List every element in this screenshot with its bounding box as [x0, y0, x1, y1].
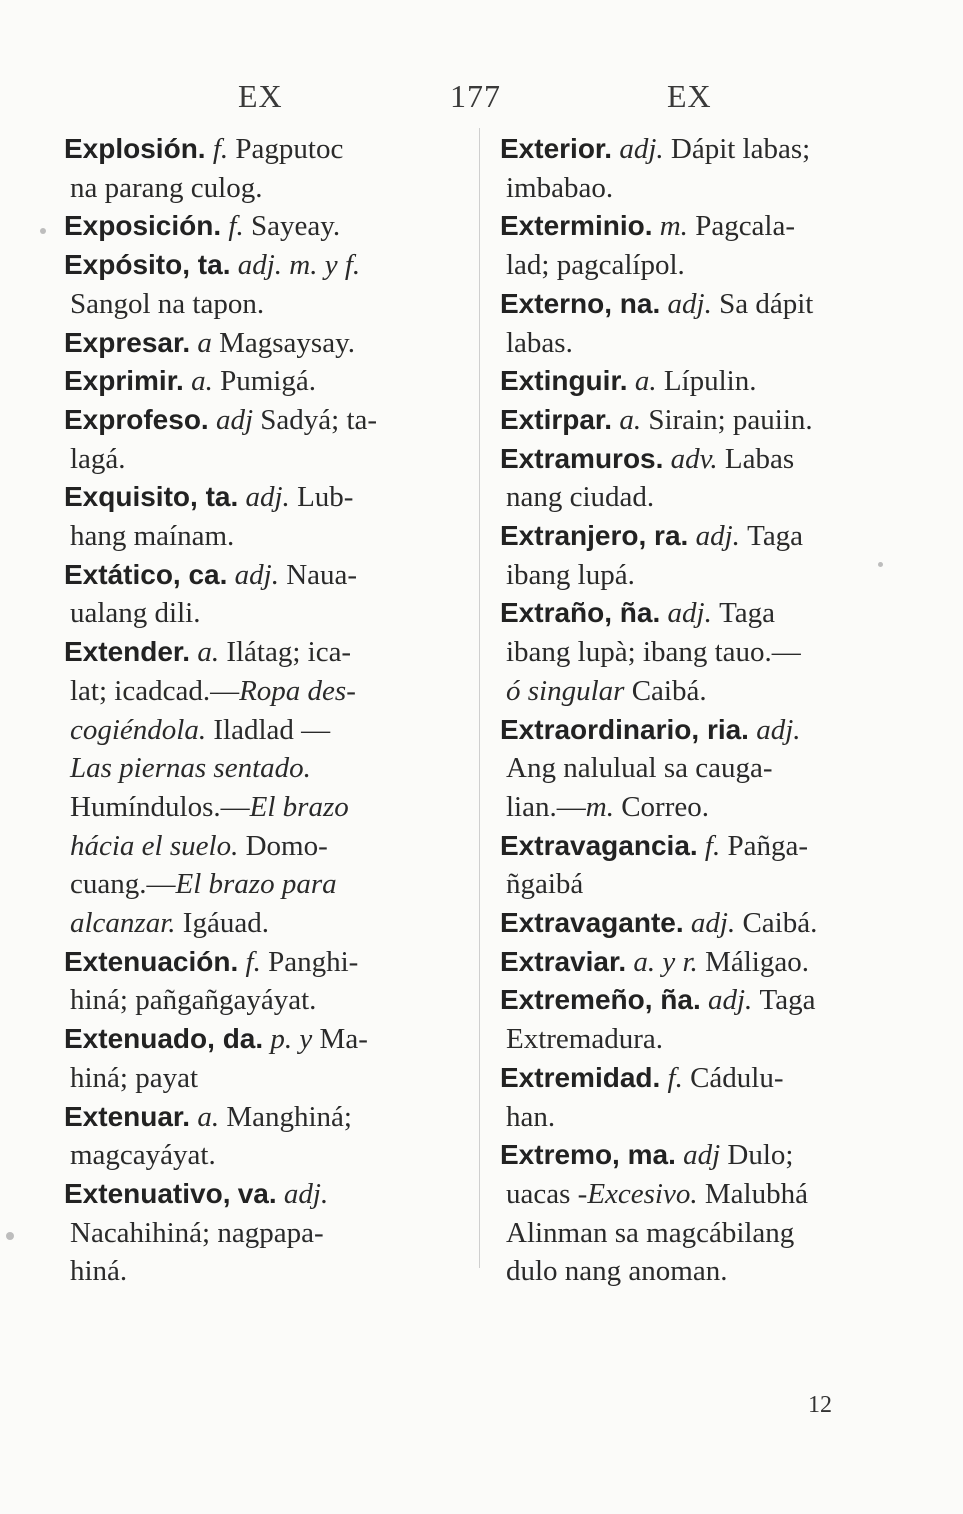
entry-continuation-line [500, 672, 900, 711]
grammar-label: hácia el suelo. [70, 829, 239, 862]
entry-first-line [64, 362, 460, 401]
definition-text: Sirain; pauiin. [648, 403, 813, 436]
definition-text: lagá. [70, 442, 126, 475]
headword: Extremeño, ña. [500, 984, 701, 1016]
headword: Extinguir. [500, 365, 628, 397]
grammar-label: adj. [227, 558, 287, 591]
dictionary-entry [64, 401, 460, 478]
definition-text: dulo nang anoman. [506, 1255, 728, 1288]
entry-continuation-line [64, 1136, 460, 1175]
dictionary-entry [64, 207, 460, 246]
left-column [64, 130, 460, 1291]
headword: Extático, ca. [64, 558, 228, 590]
headword: Extranjero, ra. [500, 520, 689, 552]
definition-text: ibang lupà; ibang tauo.— [506, 636, 801, 669]
definition-text: Pagputoc [235, 133, 344, 165]
headword: Expósito, ta. [64, 249, 231, 281]
grammar-label: a. y r. [626, 945, 706, 978]
entry-first-line [500, 207, 900, 246]
dictionary-entry [500, 207, 900, 284]
definition-text: ñgaibá [506, 868, 584, 901]
entry-first-line [500, 594, 900, 633]
definition-text: Ilátag; ica- [226, 636, 352, 669]
dictionary-entry [500, 711, 900, 827]
definition-text: Dulo; [727, 1139, 794, 1172]
definition-text: Lub- [297, 481, 354, 514]
grammar-label: Ropa des- [239, 674, 356, 707]
headword: Extenuación. [64, 945, 239, 977]
entry-first-line [500, 711, 900, 750]
definition-text: Sayeay. [250, 210, 341, 243]
definition-text: Nacahihiná; nagpapa- [70, 1216, 324, 1249]
headword: Extirpar. [500, 403, 613, 435]
signature-mark: 12 [808, 1392, 832, 1418]
entry-continuation-line [500, 1252, 900, 1291]
headword: Extenuado, da. [64, 1023, 264, 1055]
dictionary-entry [500, 981, 900, 1058]
grammar-label: f. [660, 1061, 691, 1094]
definition-text: uacas - [506, 1177, 588, 1210]
entry-continuation-line [500, 478, 900, 517]
running-head-left: EX [238, 78, 283, 114]
definition-text: Máligao. [705, 945, 809, 978]
entry-continuation-line [500, 324, 900, 363]
definition-text: lat; icadcad.— [70, 674, 240, 707]
definition-text [230, 1178, 237, 1210]
definition-text: hiná. [70, 1255, 128, 1288]
definition-text: Igáuad. [175, 907, 269, 940]
entry-first-line [500, 401, 900, 440]
entry-first-line [64, 1175, 460, 1214]
headword: Extremidad. [500, 1061, 661, 1093]
headword: Extramuros. [500, 442, 664, 474]
entry-first-line [64, 401, 460, 440]
scan-speck [878, 562, 883, 567]
entry-first-line [64, 633, 460, 672]
definition-text: Malubhá [697, 1177, 808, 1210]
headword: Extenuativo, [64, 1177, 231, 1209]
scan-speck [40, 228, 46, 234]
grammar-label: f. [697, 829, 728, 862]
grammar-label: f. [221, 210, 251, 243]
dictionary-entry [64, 478, 460, 555]
dictionary-entry [64, 324, 460, 363]
entry-first-line [500, 827, 900, 866]
dictionary-entry [64, 556, 460, 633]
definition-text: Pumigá. [220, 365, 316, 398]
grammar-label: a [190, 326, 220, 359]
grammar-label: alcanzar. [70, 907, 176, 940]
definition-text: hiná; pañgañgayáyat. [70, 984, 317, 1017]
grammar-label: El brazo para [175, 868, 337, 901]
definition-text: Domo- [238, 829, 328, 862]
entry-continuation-line [64, 1252, 460, 1291]
entry-continuation-line [500, 1020, 900, 1059]
definition-text: Ang nalulual sa cauga- [506, 752, 773, 785]
entry-first-line [500, 1136, 900, 1175]
definition-text: lian.— [506, 790, 586, 823]
headword: Externo, na. [500, 287, 661, 319]
dictionary-entry [500, 517, 900, 594]
dictionary-entry [500, 943, 900, 982]
grammar-label: a. [190, 636, 227, 669]
grammar-label: adj. [612, 133, 671, 165]
entry-first-line [500, 904, 900, 943]
grammar-label: a. [190, 1100, 227, 1133]
grammar-label: m. [585, 790, 614, 823]
dictionary-entry [64, 362, 460, 401]
headword: Extremo, ma. [500, 1139, 676, 1171]
entry-first-line [64, 556, 460, 595]
entry-continuation-line [500, 1214, 900, 1253]
entry-continuation-line [64, 1214, 460, 1253]
definition-text: Labas [724, 442, 795, 475]
entry-first-line [500, 1059, 900, 1098]
definition-text: Alinman sa magcábilang [506, 1216, 795, 1249]
headword: Exquisito, ta. [64, 481, 239, 513]
grammar-label: adj. [688, 520, 748, 553]
page-number: 177 [450, 78, 501, 114]
grammar-label: a. [627, 365, 664, 398]
entry-first-line [500, 440, 900, 479]
entry-continuation-line [64, 285, 460, 324]
dictionary-entry [64, 130, 460, 207]
headword: Explosión. [64, 133, 206, 164]
definition-text: Taga [719, 597, 776, 630]
grammar-label: a. [183, 365, 221, 398]
definition-text: Dápit labas; [670, 133, 811, 165]
headword: Extravagante. [500, 907, 684, 939]
headword: Exposición. [64, 210, 222, 242]
entry-continuation-line [64, 169, 460, 208]
definition-text: Sadyá; ta- [260, 403, 378, 436]
dictionary-entry [500, 362, 900, 401]
definition-text: Manghiná; [226, 1100, 352, 1133]
dictionary-entry [500, 1136, 900, 1291]
entry-continuation-line [64, 827, 460, 866]
definition-text: Lípulin. [663, 365, 757, 398]
entry-continuation-line [500, 788, 900, 827]
definition-text: Cádulu- [690, 1061, 784, 1094]
definition-text: Taga [747, 520, 804, 553]
entry-continuation-line [500, 865, 900, 904]
entry-first-line [500, 362, 900, 401]
running-head-right: EX [667, 78, 712, 114]
definition-text: magcayáyat. [70, 1139, 216, 1172]
entry-continuation-line [64, 865, 460, 904]
headword: Extenuar. [64, 1100, 191, 1132]
headword: Exprimir. [64, 365, 184, 397]
grammar-label: adj. [238, 481, 298, 514]
definition-text: hang maínam. [70, 520, 235, 553]
right-column [500, 130, 900, 1291]
dictionary-entry [64, 1020, 460, 1097]
dictionary-entry [500, 401, 900, 440]
definition-text: Caibá. [624, 674, 707, 707]
definition-text: lad; pagcalípol. [506, 249, 685, 282]
grammar-label: Las piernas sentado. [70, 752, 311, 785]
grammar-label: adj. [700, 984, 760, 1017]
headword: Exterior. [500, 133, 613, 164]
entry-first-line [64, 1098, 460, 1137]
definition-text: imbabao. [506, 171, 614, 204]
entry-continuation-line [64, 711, 460, 750]
grammar-label: p. y [263, 1023, 320, 1056]
dictionary-entry [64, 1175, 460, 1291]
entry-continuation-line [64, 672, 460, 711]
dictionary-entry [64, 1098, 460, 1175]
entry-first-line [500, 517, 900, 556]
entry-continuation-line [500, 1175, 900, 1214]
headword: Extravagancia. [500, 829, 698, 861]
grammar-label: adj. [660, 287, 720, 320]
definition-text: Pagcala- [695, 210, 796, 243]
grammar-label: adj. m. y f. [230, 249, 361, 282]
headword: va. [237, 1177, 277, 1209]
entry-continuation-line [64, 788, 460, 827]
entry-continuation-line [64, 594, 460, 633]
entry-continuation-line [64, 440, 460, 479]
entry-continuation-line [500, 169, 900, 208]
entry-first-line [500, 943, 900, 982]
column-divider [479, 128, 480, 1268]
headword: Extraviar. [500, 945, 627, 977]
dictionary-entry [500, 285, 900, 362]
entry-first-line [64, 246, 460, 285]
definition-text: han. [506, 1100, 556, 1133]
entry-continuation-line [500, 556, 900, 595]
dictionary-entry [64, 246, 460, 323]
definition-text: ibang lupá. [506, 558, 635, 591]
headword: Extraño, ña. [500, 597, 661, 629]
grammar-label: Excesivo. [587, 1177, 698, 1210]
dictionary-entry [500, 594, 900, 710]
entry-first-line [500, 981, 900, 1020]
definition-text: Humíndulos.— [70, 790, 250, 823]
definition-text: Panghi- [268, 945, 359, 978]
entry-first-line [64, 324, 460, 363]
definition-text: ualang dili. [70, 597, 201, 630]
dictionary-entry [500, 1059, 900, 1136]
entry-continuation-line [64, 749, 460, 788]
definition-text: Sa dápit [719, 287, 814, 320]
headword: Exprofeso. [64, 403, 209, 435]
entry-first-line [64, 1020, 460, 1059]
entry-first-line [500, 130, 900, 169]
dictionary-entry [64, 633, 460, 943]
definition-text: Caibá. [742, 907, 818, 940]
dictionary-entry [500, 440, 900, 517]
grammar-label: adj. [683, 907, 743, 940]
entry-continuation-line [500, 1098, 900, 1137]
grammar-label: a. [612, 403, 649, 436]
grammar-label: adv. [663, 442, 725, 475]
entry-continuation-line [64, 1059, 460, 1098]
entry-continuation-line [500, 633, 900, 672]
dictionary-entry [500, 130, 900, 207]
definition-text: Pañga- [727, 829, 809, 862]
definition-text: Ma- [319, 1023, 368, 1056]
entry-continuation-line [500, 749, 900, 788]
entry-first-line [500, 285, 900, 324]
grammar-label: El brazo [249, 790, 349, 823]
entry-continuation-line [64, 981, 460, 1020]
entry-first-line [64, 943, 460, 982]
scan-speck [6, 1232, 14, 1240]
dictionary-entry [64, 943, 460, 1020]
definition-text: labas. [506, 326, 573, 359]
entry-continuation-line [64, 517, 460, 556]
definition-text: Correo. [613, 790, 709, 823]
entry-first-line [64, 207, 460, 246]
definition-text: nang ciudad. [506, 481, 655, 514]
grammar-label: adj [208, 403, 261, 436]
definition-text: Sangol na tapon. [70, 287, 265, 320]
entry-first-line [64, 130, 460, 169]
grammar-label: adj. [748, 713, 801, 746]
grammar-label: cogiéndola. [70, 713, 207, 746]
definition-text: na parang culog. [70, 171, 263, 204]
definition-text: Iladlad — [206, 713, 331, 746]
entry-continuation-line [64, 904, 460, 943]
grammar-label: adj. [660, 597, 720, 630]
definition-text: cuang.— [70, 868, 176, 901]
grammar-label: f. [205, 133, 236, 165]
headword: Extraordinario, ria. [500, 713, 749, 745]
definition-text: Magsaysay. [219, 326, 355, 359]
dictionary-entry [500, 904, 900, 943]
grammar-label: adj [675, 1139, 728, 1172]
entry-first-line [64, 478, 460, 517]
headword: Expresar. [64, 326, 191, 358]
definition-text: Naua- [286, 558, 358, 591]
headword: Exterminio. [500, 210, 653, 242]
definition-text: Extremadura. [506, 1023, 664, 1056]
definition-text: Taga [759, 984, 816, 1017]
entry-continuation-line [500, 246, 900, 285]
grammar-label: adj. [276, 1177, 329, 1210]
grammar-label: f. [238, 945, 269, 978]
grammar-label: ó singular [506, 674, 625, 707]
dictionary-entry [500, 827, 900, 904]
grammar-label: m. [652, 210, 696, 243]
definition-text: hiná; payat [70, 1061, 199, 1094]
headword: Extender. [64, 636, 191, 668]
